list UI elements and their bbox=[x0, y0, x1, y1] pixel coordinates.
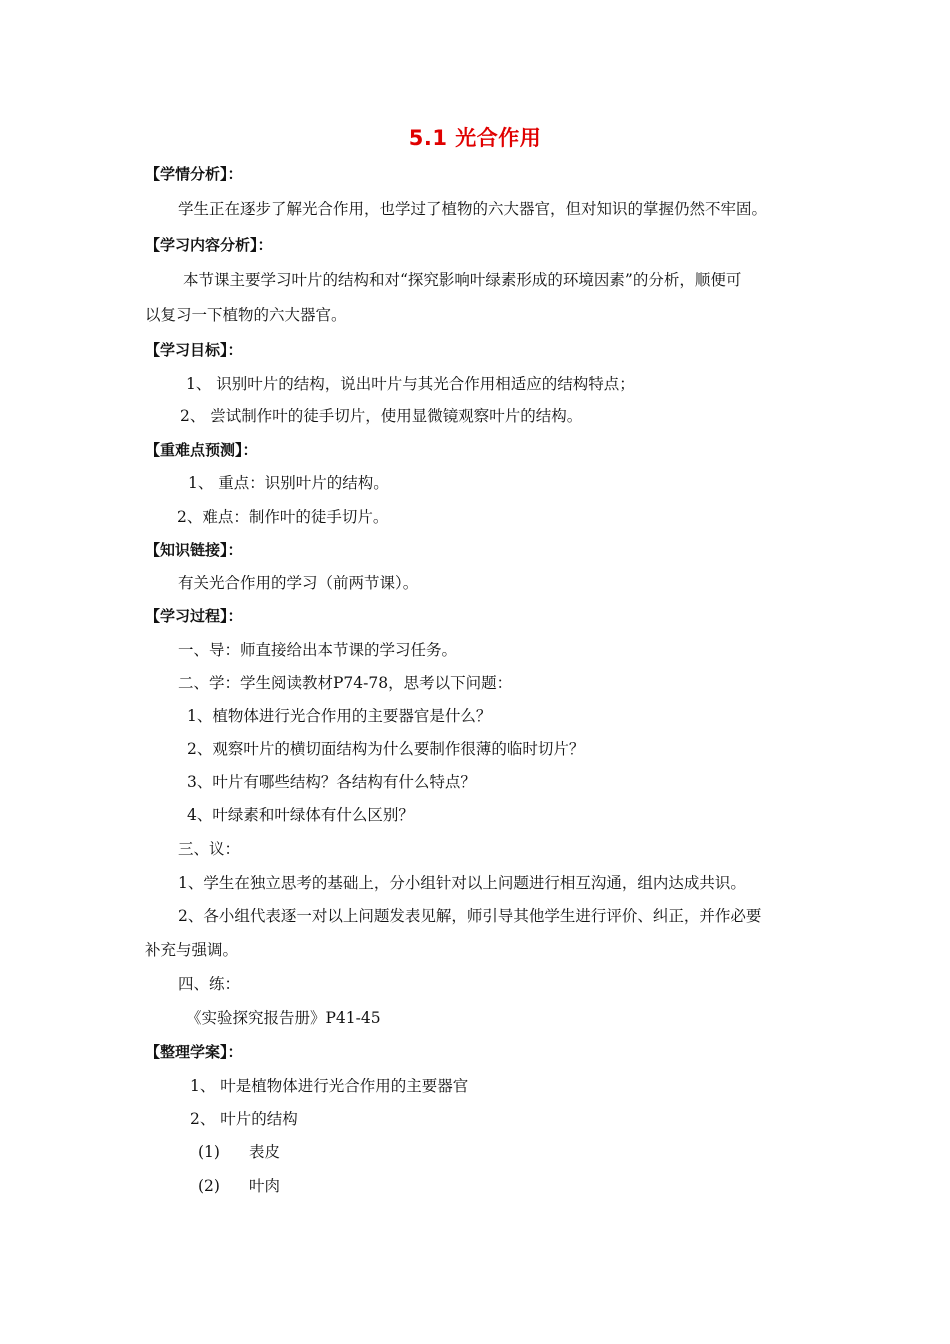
page-title: 5.1 光合作用 bbox=[408, 126, 542, 150]
summary-subitem-number: (2) bbox=[198, 1177, 220, 1195]
process-step-guide: 一、导：师直接给出本节课的学习任务。 bbox=[178, 641, 458, 659]
summary-subitem-text: 表皮 bbox=[249, 1143, 281, 1161]
links-text: 有关光合作用的学习（前两节课）。 bbox=[178, 574, 419, 592]
process-question: 2、观察叶片的横切面结构为什么要制作很薄的临时切片？ bbox=[187, 740, 585, 758]
process-step-discuss: 三、议： bbox=[178, 840, 241, 858]
situation-heading: 【学情分析】： bbox=[145, 165, 243, 183]
summary-item: 2、 叶片的结构 bbox=[190, 1110, 298, 1128]
process-question: 3、叶片有哪些结构？各结构有什么特点？ bbox=[187, 773, 476, 791]
process-question: 4、叶绿素和叶绿体有什么区别？ bbox=[187, 806, 414, 824]
process-step-practice: 四、练： bbox=[178, 975, 241, 993]
summary-subitem-text: 叶肉 bbox=[249, 1177, 281, 1195]
summary-subitem-number: (1) bbox=[198, 1143, 220, 1161]
process-heading: 【学习过程】： bbox=[145, 607, 243, 625]
summary-item: 1、 叶是植物体进行光合作用的主要器官 bbox=[190, 1077, 469, 1095]
content-heading: 【学习内容分析】： bbox=[145, 236, 273, 254]
keypoint-item: 2、难点：制作叶的徒手切片。 bbox=[177, 508, 389, 526]
situation-text: 学生正在逐步了解光合作用，也学过了植物的六大器官，但对知识的掌握仍然不牢固。 bbox=[178, 200, 768, 218]
content-text-line2: 以复习一下植物的六大器官。 bbox=[145, 306, 347, 324]
process-step-learn: 二、学：学生阅读教材P74-78，思考以下问题： bbox=[178, 674, 513, 692]
process-discuss-item: 1、学生在独立思考的基础上，分小组针对以上问题进行相互沟通，组内达成共识。 bbox=[178, 874, 746, 892]
keypoints-heading: 【重难点预测】： bbox=[145, 441, 258, 459]
process-practice-ref: 《实验探究报告册》P41-45 bbox=[186, 1009, 381, 1027]
process-discuss-item-cont: 补充与强调。 bbox=[145, 941, 239, 959]
content-text-line1: 本节课主要学习叶片的结构和对“探究影响叶绿素形成的环境因素”的分析，顺便可 bbox=[183, 271, 742, 289]
goal-item: 1、 识别叶片的结构，说出叶片与其光合作用相适应的结构特点； bbox=[186, 375, 635, 393]
process-discuss-item: 2、各小组代表逐一对以上问题发表见解，师引导其他学生进行评价、纠正，并作必要 bbox=[178, 907, 762, 925]
goal-item: 2、 尝试制作叶的徒手切片，使用显微镜观察叶片的结构。 bbox=[180, 407, 583, 425]
goals-heading: 【学习目标】： bbox=[145, 341, 243, 359]
links-heading: 【知识链接】： bbox=[145, 541, 243, 559]
keypoint-item: 1、 重点：识别叶片的结构。 bbox=[188, 474, 389, 492]
summary-heading: 【整理学案】： bbox=[145, 1043, 243, 1061]
process-question: 1、植物体进行光合作用的主要器官是什么？ bbox=[187, 707, 492, 725]
